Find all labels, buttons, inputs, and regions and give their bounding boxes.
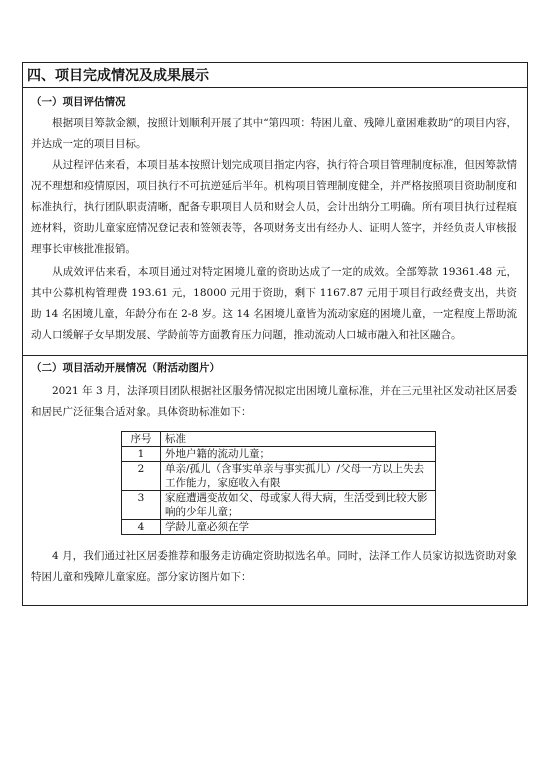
part1-heading: （一）项目评估情况 bbox=[31, 96, 126, 108]
table-row bbox=[122, 462, 436, 491]
content-frame bbox=[22, 62, 528, 606]
table-cell-standard: 家庭遭遇变故如父、母或家人得大病，生活受到比较大影响的少年儿童； bbox=[161, 491, 436, 520]
table-cell-number: 2 bbox=[122, 462, 161, 491]
section-title: 四、项目完成情况及成果展示 bbox=[27, 68, 209, 84]
table-cell-number: 1 bbox=[122, 447, 161, 462]
table-cell-number: 3 bbox=[122, 491, 161, 520]
title-divider bbox=[23, 87, 527, 88]
part2-outro: 4 月，我们通过社区居委推荐和服务走访确定资助拟选名单。同时，法泽工作人员家访拟选资助对象特困儿童和残障儿童家庭。部分家访图片如下： bbox=[31, 550, 517, 583]
part1-paragraph-1: 根据项目筹款金额，按照计划顺利开展了其中“第四项：特困儿童、残障儿童困难救助”的项目内容，并达成一定的项目目标。 bbox=[31, 117, 517, 150]
table-cell-number: 4 bbox=[122, 520, 161, 535]
table-header-number: 序号 bbox=[122, 432, 161, 447]
table-header-row bbox=[122, 432, 436, 447]
standards-table bbox=[121, 431, 436, 535]
table-cell-standard: 学龄儿童必须在学 bbox=[161, 520, 436, 535]
part1-paragraph-2: 从过程评估来看，本项目基本按照计划完成项目指定内容，执行符合项目管理制度标准，但因筹款情况不理想和疫情原因，项目执行不可抗逆延后半年。机构项目管理制度健全，并严格按照项目资助制度和标准执行，执行团队职责清晰，配备专职项目人员和财会人员，会计出纳分工明确。所有项目执行过程痕迹材料，资助儿童家庭情况登记表和签领表等，各项财务支出有经办人、证明人签字，并经负责人审核报理事长审核批准报销。 bbox=[31, 159, 517, 255]
section-divider bbox=[23, 355, 527, 356]
table-cell-standard: 外地户籍的流动儿童； bbox=[161, 447, 436, 462]
part2-intro: 2021 年 3 月，法泽项目团队根据社区服务情况拟定出困境儿童标准，并在三元里社区发动社区居委和居民广泛征集合适对象。具体资助标准如下： bbox=[31, 385, 517, 418]
table-row bbox=[122, 491, 436, 520]
table-header-standard: 标准 bbox=[161, 432, 436, 447]
table-row bbox=[122, 520, 436, 535]
part1-paragraph-3: 从成效评估来看，本项目通过对特定困境儿童的资助达成了一定的成效。全部筹款 19361.48 元，其中公募机构管理费 193.61 元，18000 元用于资助，剩下 1167.87 元用于项目行政经费支出，共资助 14 名困境儿童，年龄分布在 2-8 岁。这 14 名困境儿童皆为流动家庭的困境儿童，一定程度上帮助流动人口缓解子女早期发展、学龄前等方面教育压力问题，推动流动人口城市融入和社区融合。 bbox=[31, 266, 517, 341]
table-row bbox=[122, 447, 436, 462]
table-cell-standard: 单亲/孤儿（含事实单亲与事实孤儿）/父母一方以上失去工作能力，家庭收入有限 bbox=[161, 462, 436, 491]
part2-heading: （二）项目活动开展情况（附活动图片） bbox=[31, 362, 220, 374]
